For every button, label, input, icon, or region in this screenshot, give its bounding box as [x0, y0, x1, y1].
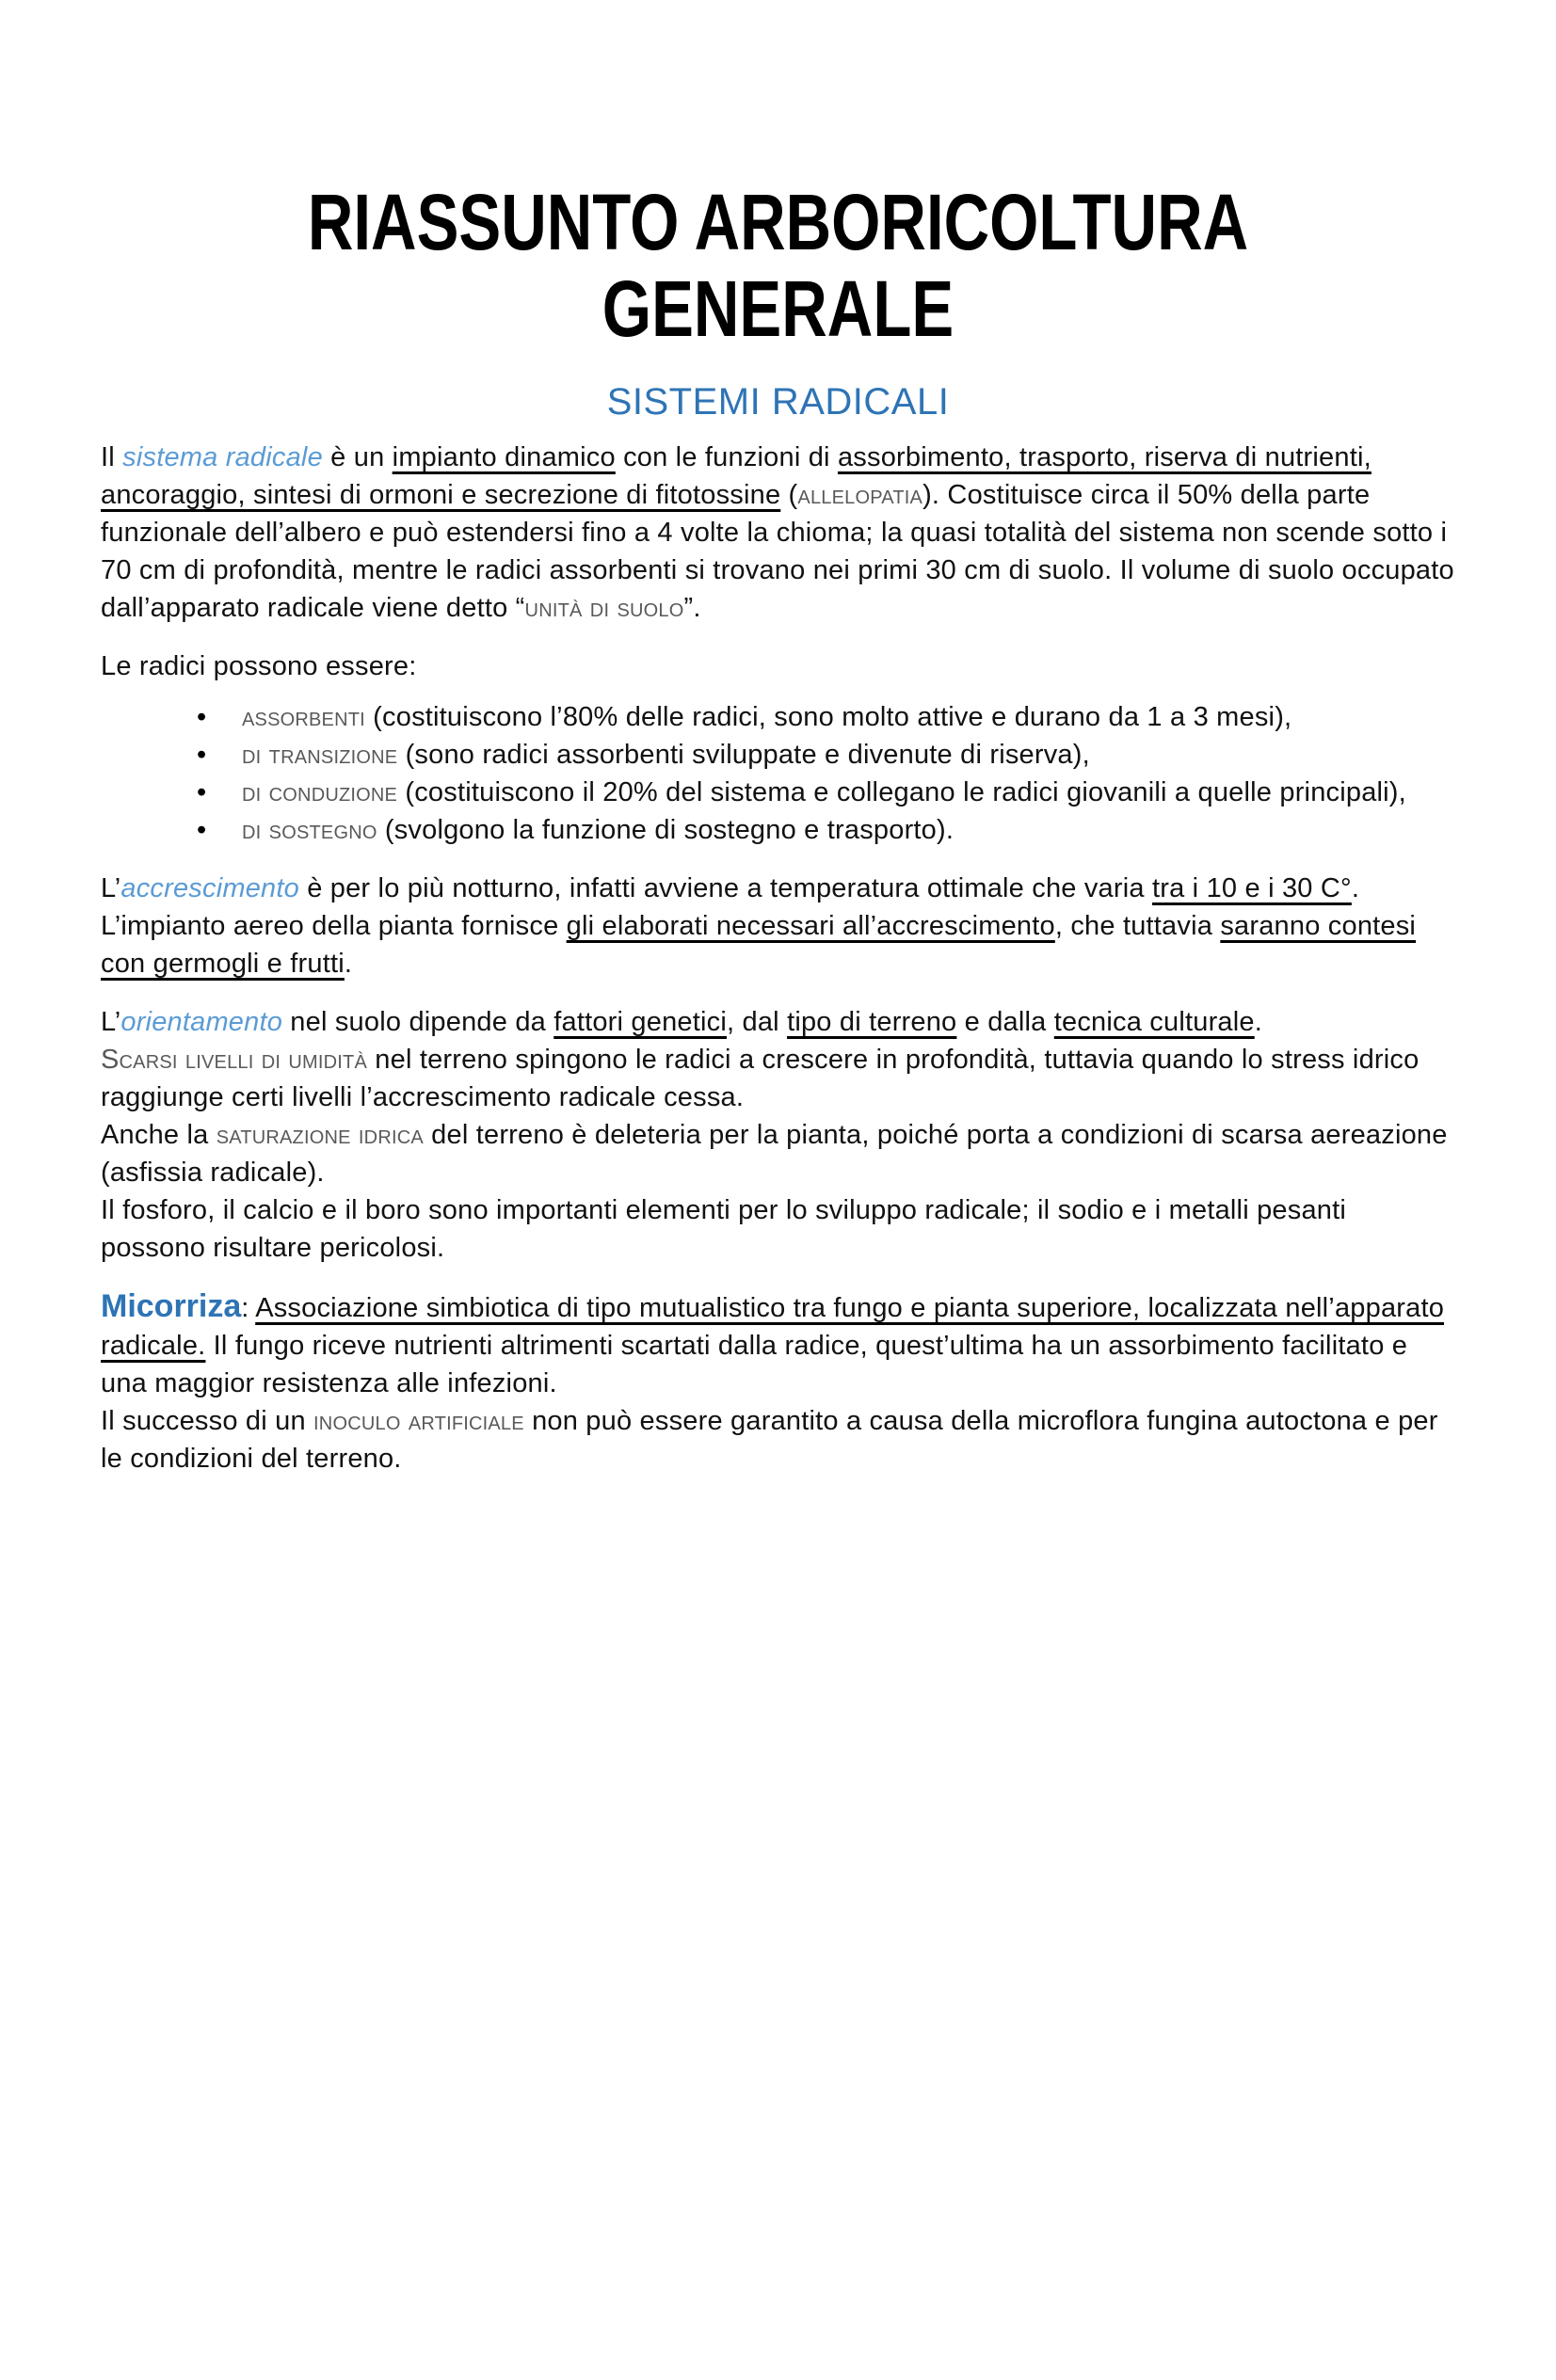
text-segment: con le funzioni di: [615, 442, 838, 472]
list-item-di-sostegno: [242, 811, 1455, 849]
text-segment: :: [241, 1293, 256, 1323]
underlined-phrase: gli elaborati necessari all’accrescimento: [566, 911, 1055, 941]
small-caps-term: di transizione: [242, 740, 398, 770]
paragraph-fosforo-calcio-boro: [101, 1191, 1455, 1267]
underlined-phrase: Associazione simbiotica di tipo mutualistico tra fungo e pianta superiore, localizzata nell’apparato radicale.: [101, 1293, 1445, 1361]
text-segment: (sono radici assorbenti sviluppate e divenute di riserva),: [397, 740, 1090, 770]
text-segment: (svolgono la funzione di sostegno e trasporto).: [377, 815, 954, 845]
underlined-phrase: fattori genetici: [553, 1007, 727, 1037]
paragraph-saturazione-idrica: [101, 1116, 1455, 1191]
text-segment: (: [780, 480, 798, 510]
text-segment: è un: [322, 442, 393, 472]
underlined-phrase: tipo di terreno: [787, 1007, 957, 1037]
paragraph-group-orientamento: [101, 1003, 1455, 1267]
text-segment: .: [1254, 1007, 1262, 1037]
text-segment: L’: [101, 873, 121, 903]
underlined-phrase: assorbimento, trasporto, riserva di nutrienti, ancoraggio, sintesi di ormoni e secrezione di fitotossine: [101, 442, 1372, 510]
paragraph-radici-intro: Le radici possono essere:: [101, 651, 417, 681]
text-segment: Il: [101, 442, 123, 472]
text-segment: nel terreno spingono le radici a crescere in profondità, tuttavia quando lo stress idrico raggiunge certi livelli l’accrescimento radicale cessa.: [101, 1045, 1420, 1112]
root-types-list: [101, 698, 1455, 849]
paragraph-group-micorriza: [101, 1287, 1455, 1478]
text-segment: L’: [101, 1007, 121, 1037]
text-segment: ). Costituisce circa il 50% della parte funzionale dell’albero e può estendersi fino a 4 volte la chioma; la quasi totalità del sistema non scende sotto i 70 cm di profondità, mentre le radici assorbenti si trovano nei primi 30 cm di suolo. Il volume di suolo occupato dall’apparato radicale viene detto “: [101, 480, 1454, 623]
list-item-di-transizione: [242, 736, 1455, 774]
paragraph-scarsi-livelli-umidita: [101, 1041, 1455, 1116]
inline-heading-term: Micorriza: [101, 1288, 242, 1324]
text-segment: nel suolo dipende da: [282, 1007, 554, 1037]
highlighted-term: orientamento: [120, 1007, 283, 1037]
text-segment: , che tuttavia: [1054, 911, 1221, 941]
section-heading-sistemi-radicali: SISTEMI RADICALI: [606, 381, 950, 423]
small-caps-term: allelopatia: [797, 480, 923, 510]
underlined-phrase: impianto dinamico: [392, 442, 616, 472]
small-caps-term: Scarsi livelli di umidità: [101, 1045, 368, 1075]
document-page: [0, 179, 1556, 1478]
text-segment: Il fungo riceve nutrienti altrimenti scartati dalla radice, quest’ultima ha un assorbimento facilitato e una maggior resistenza alle infezioni.: [101, 1331, 1408, 1398]
small-caps-term: di conduzione: [242, 777, 398, 807]
list-item-assorbenti: [242, 698, 1455, 736]
small-caps-term: inoculo artificiale: [313, 1406, 524, 1436]
paragraph-micorriza-definizione: [101, 1287, 1455, 1402]
document-title-line1: RIASSUNTO ARBORICOLTURA: [307, 178, 1249, 266]
text-segment: non può essere garantito a causa della microflora fungina autoctona e per le condizioni del terreno.: [101, 1406, 1438, 1474]
highlighted-term: accrescimento: [120, 873, 299, 903]
list-item-di-conduzione: [242, 774, 1455, 811]
text-segment: Anche la: [101, 1120, 217, 1150]
text-segment: , dal: [726, 1007, 788, 1037]
text-segment: . L’impianto aereo della pianta fornisce: [101, 873, 1360, 941]
paragraph-sistema-radicale: [101, 439, 1455, 627]
underlined-phrase: tra i 10 e i 30 C°: [1151, 873, 1352, 903]
text-segment: è per lo più notturno, infatti avviene a temperatura ottimale che varia: [298, 873, 1152, 903]
text-segment: (costituiscono il 20% del sistema e collegano le radici giovanili a quelle principali),: [397, 777, 1406, 807]
small-caps-term: unità di suolo: [524, 593, 684, 623]
small-caps-term: saturazione idrica: [216, 1120, 424, 1150]
small-caps-term: assorbenti: [242, 702, 365, 732]
text-segment: (costituiscono l’80% delle radici, sono molto attive e durano da 1 a 3 mesi),: [364, 702, 1292, 732]
text-segment: Il successo di un: [101, 1406, 314, 1436]
underlined-phrase: tecnica culturale: [1053, 1007, 1255, 1037]
text-segment: ”.: [683, 593, 701, 623]
paragraph-inoculo-artificiale: [101, 1402, 1455, 1478]
paragraph-orientamento: [101, 1003, 1455, 1041]
text-segment: .: [344, 949, 353, 979]
text-segment: Il fosforo, il calcio e il boro sono importanti elementi per lo sviluppo radicale; il sodio e i metalli pesanti possono risultare pericolosi.: [101, 1195, 1347, 1263]
text-segment: del terreno è deleteria per la pianta, poiché porta a condizioni di scarsa aereazione (asfissia radicale).: [101, 1120, 1448, 1188]
highlighted-term: sistema radicale: [122, 442, 323, 472]
document-title-line2: GENERALE: [602, 264, 954, 353]
underlined-phrase: saranno contesi con germogli e frutti: [101, 911, 1417, 979]
paragraph-accrescimento: [101, 870, 1455, 982]
text-segment: e dalla: [956, 1007, 1054, 1037]
small-caps-term: di sostegno: [242, 815, 377, 845]
document-title: [236, 179, 1320, 352]
